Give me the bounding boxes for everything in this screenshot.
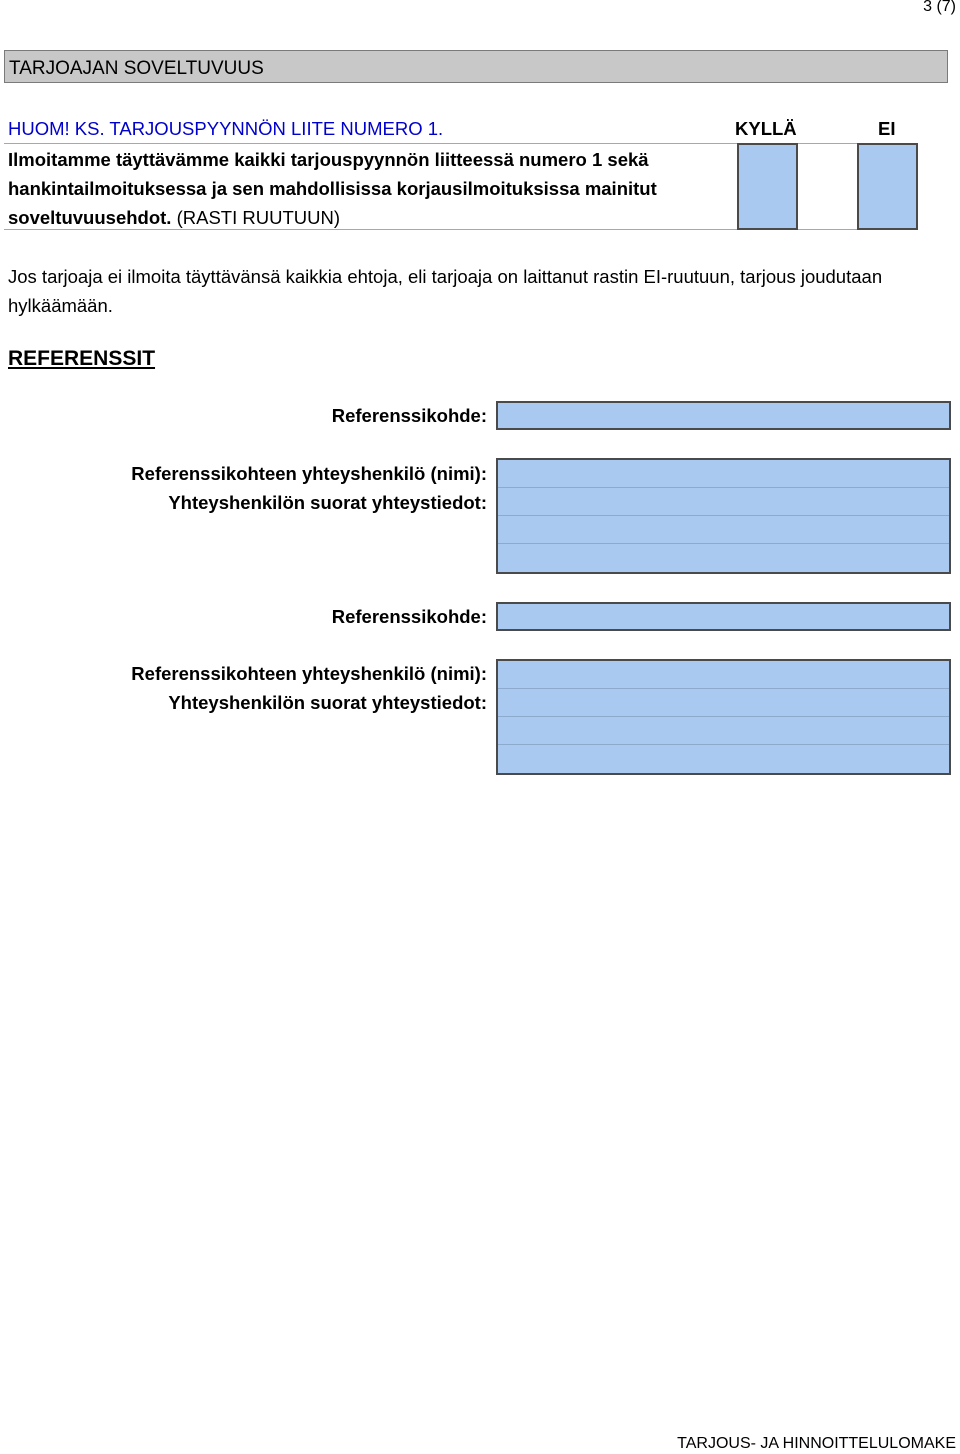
statement-instruction: (RASTI RUUTUUN)	[176, 207, 340, 228]
reference-contact-details-field[interactable]	[498, 745, 949, 773]
reference-contact-label: Referenssikohteen yhteyshenkilö (nimi):	[131, 463, 487, 484]
section-header	[4, 50, 948, 83]
reference-target-field[interactable]	[496, 401, 951, 430]
reference-target-label: Referenssikohde:	[331, 606, 487, 627]
reference-target-field[interactable]	[496, 602, 951, 631]
yes-checkbox[interactable]	[737, 143, 798, 230]
reference-contact-details-field[interactable]	[498, 488, 949, 516]
reference-contact-fields	[496, 458, 951, 574]
reference-contact-details-field[interactable]	[498, 516, 949, 544]
reference-contact-fields	[496, 659, 951, 775]
statement-bold-text: Ilmoitamme täyttävämme kaikki tarjouspyynnön liitteessä numero 1 sekä hankintailmoituksessa ja sen mahdollisissa korjausilmoituksissa mainitut soveltuvuusehdot.	[8, 149, 657, 228]
section-header-title: TARJOAJAN SOVELTUVUUS	[9, 58, 264, 79]
reference-contact-details-field[interactable]	[498, 544, 949, 572]
reference-details-label: Yhteyshenkilön suorat yhteystiedot:	[168, 492, 487, 513]
reference-contact-label: Referenssikohteen yhteyshenkilö (nimi):	[131, 663, 487, 684]
reference-contact-details-field[interactable]	[498, 717, 949, 745]
reference-contact-name-field[interactable]	[498, 460, 949, 488]
column-header-no: EI	[878, 118, 896, 139]
warning-text: Jos tarjoaja ei ilmoita täyttävänsä kaikkia ehtoja, eli tarjoaja on laittanut rastin EI-ruutuun, tarjous joudutaan hylkäämään.	[8, 266, 883, 316]
no-checkbox[interactable]	[857, 143, 918, 230]
references-title: REFERENSSIT	[8, 347, 156, 370]
reference-details-label: Yhteyshenkilön suorat yhteystiedot:	[168, 692, 487, 713]
statement-text	[8, 145, 718, 232]
page-number: 3 (7)	[923, 0, 956, 15]
footer-text: TARJOUS- JA HINNOITTELULOMAKE	[677, 1435, 956, 1452]
reference-target-label: Referenssikohde:	[331, 405, 487, 426]
reference-contact-details-field[interactable]	[498, 689, 949, 717]
note-text: HUOM! KS. TARJOUSPYYNNÖN LIITE NUMERO 1.	[8, 118, 444, 139]
column-header-yes: KYLLÄ	[735, 118, 797, 139]
reference-contact-name-field[interactable]	[498, 661, 949, 689]
